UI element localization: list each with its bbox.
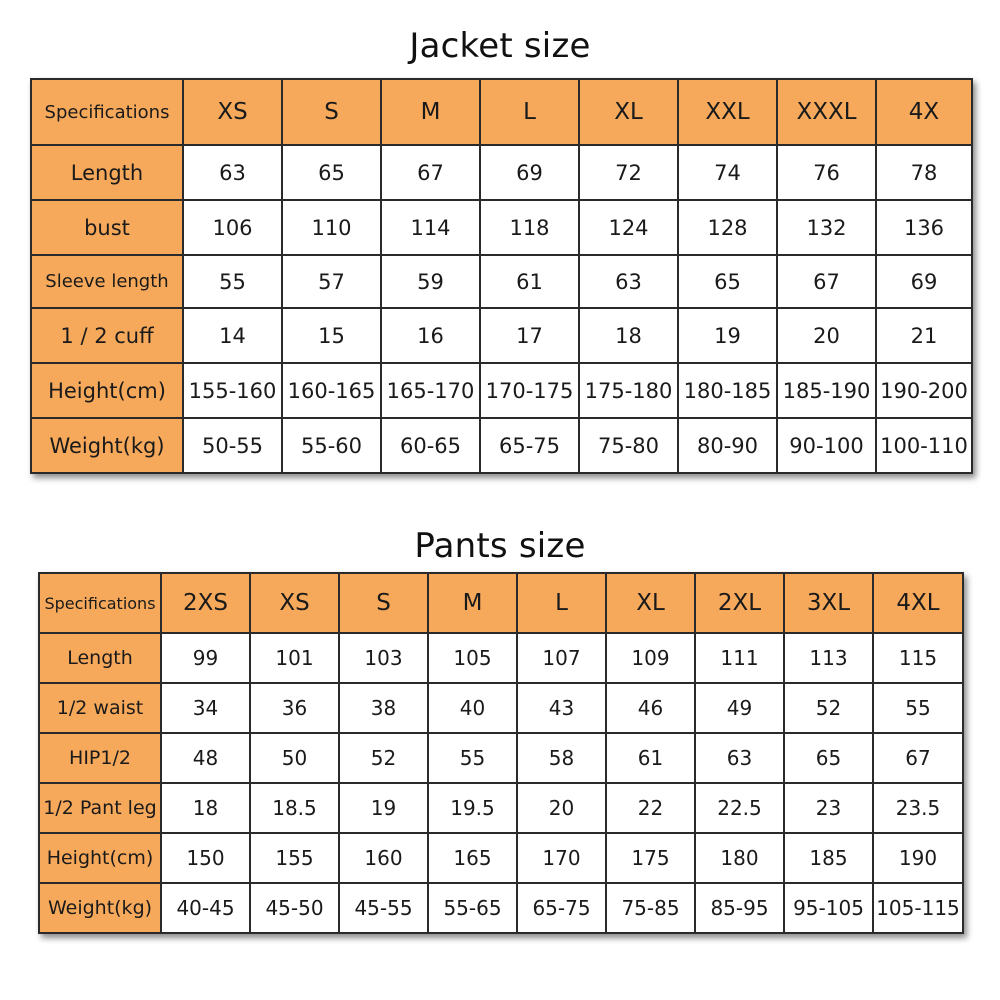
- row-label: Weight(kg): [31, 418, 183, 473]
- table-cell: 19: [678, 308, 777, 363]
- jacket-size-table: [30, 78, 973, 474]
- table-cell: 180: [695, 833, 784, 883]
- row-label: Sleeve length: [31, 255, 183, 308]
- table-cell: 65: [282, 145, 381, 200]
- table-cell: 22.5: [695, 783, 784, 833]
- size-header-cell: L: [480, 79, 579, 145]
- size-header-cell: 2XL: [695, 573, 784, 633]
- table-cell: 15: [282, 308, 381, 363]
- table-cell: 36: [250, 683, 339, 733]
- row-label: Height(cm): [39, 833, 161, 883]
- table-cell: 101: [250, 633, 339, 683]
- table-cell: 55-65: [428, 883, 517, 933]
- row-label: Weight(kg): [39, 883, 161, 933]
- row-label: Height(cm): [31, 363, 183, 418]
- table-cell: 128: [678, 200, 777, 255]
- table-cell: 50-55: [183, 418, 282, 473]
- table-cell: 46: [606, 683, 695, 733]
- table-row: [39, 633, 963, 683]
- table-cell: 52: [339, 733, 428, 783]
- table-cell: 95-105: [784, 883, 873, 933]
- size-header-cell: XXL: [678, 79, 777, 145]
- table-cell: 107: [517, 633, 606, 683]
- table-cell: 59: [381, 255, 480, 308]
- table-cell: 78: [876, 145, 972, 200]
- table-cell: 23.5: [873, 783, 963, 833]
- table-cell: 190-200: [876, 363, 972, 418]
- row-label: 1/2 waist: [39, 683, 161, 733]
- row-label: HIP1/2: [39, 733, 161, 783]
- table-cell: 34: [161, 683, 250, 733]
- table-cell: 52: [784, 683, 873, 733]
- table-cell: 105-115: [873, 883, 963, 933]
- table-cell: 40: [428, 683, 517, 733]
- table-cell: 18.5: [250, 783, 339, 833]
- table-cell: 65-75: [480, 418, 579, 473]
- table-cell: 170: [517, 833, 606, 883]
- table-cell: 160-165: [282, 363, 381, 418]
- table-cell: 175-180: [579, 363, 678, 418]
- table-cell: 150: [161, 833, 250, 883]
- size-header-cell: XL: [579, 79, 678, 145]
- table-cell: 50: [250, 733, 339, 783]
- specifications-header: Specifications: [31, 79, 183, 145]
- size-header-cell: L: [517, 573, 606, 633]
- size-header-cell: S: [282, 79, 381, 145]
- table-cell: 106: [183, 200, 282, 255]
- table-cell: 100-110: [876, 418, 972, 473]
- row-label: 1/2 Pant leg: [39, 783, 161, 833]
- table-cell: 114: [381, 200, 480, 255]
- table-row: [39, 833, 963, 883]
- table-cell: 21: [876, 308, 972, 363]
- table-cell: 69: [480, 145, 579, 200]
- row-label: 1 / 2 cuff: [31, 308, 183, 363]
- table-cell: 63: [183, 145, 282, 200]
- size-header-cell: XS: [250, 573, 339, 633]
- table-row: [31, 418, 972, 473]
- table-cell: 17: [480, 308, 579, 363]
- table-cell: 113: [784, 633, 873, 683]
- table-cell: 80-90: [678, 418, 777, 473]
- table-cell: 19: [339, 783, 428, 833]
- table-cell: 65-75: [517, 883, 606, 933]
- table-cell: 58: [517, 733, 606, 783]
- table-cell: 185: [784, 833, 873, 883]
- table-row: [31, 308, 972, 363]
- table-header-row: [31, 79, 972, 145]
- table-cell: 45-55: [339, 883, 428, 933]
- table-cell: 105: [428, 633, 517, 683]
- pants-size-title: Pants size: [414, 526, 586, 566]
- table-cell: 99: [161, 633, 250, 683]
- table-cell: 160: [339, 833, 428, 883]
- table-cell: 170-175: [480, 363, 579, 418]
- table-row: [39, 733, 963, 783]
- size-header-cell: XL: [606, 573, 695, 633]
- table-cell: 115: [873, 633, 963, 683]
- jacket-size-title: Jacket size: [409, 26, 591, 66]
- table-cell: 23: [784, 783, 873, 833]
- table-cell: 14: [183, 308, 282, 363]
- table-cell: 55: [183, 255, 282, 308]
- table-header-row: [39, 573, 963, 633]
- table-cell: 69: [876, 255, 972, 308]
- table-cell: 38: [339, 683, 428, 733]
- specifications-header: Specifications: [39, 573, 161, 633]
- table-cell: 55-60: [282, 418, 381, 473]
- table-cell: 19.5: [428, 783, 517, 833]
- table-cell: 45-50: [250, 883, 339, 933]
- table-cell: 75-80: [579, 418, 678, 473]
- table-cell: 55: [428, 733, 517, 783]
- pants-size-table: [38, 572, 964, 934]
- table-cell: 75-85: [606, 883, 695, 933]
- table-cell: 61: [480, 255, 579, 308]
- size-header-cell: 3XL: [784, 573, 873, 633]
- table-cell: 124: [579, 200, 678, 255]
- table-cell: 20: [777, 308, 876, 363]
- table-cell: 67: [381, 145, 480, 200]
- table-cell: 165-170: [381, 363, 480, 418]
- table-cell: 132: [777, 200, 876, 255]
- table-cell: 72: [579, 145, 678, 200]
- table-cell: 61: [606, 733, 695, 783]
- table-cell: 57: [282, 255, 381, 308]
- table-cell: 18: [161, 783, 250, 833]
- size-header-cell: 2XS: [161, 573, 250, 633]
- table-cell: 185-190: [777, 363, 876, 418]
- row-label: bust: [31, 200, 183, 255]
- table-cell: 43: [517, 683, 606, 733]
- size-header-cell: XS: [183, 79, 282, 145]
- table-cell: 110: [282, 200, 381, 255]
- table-cell: 90-100: [777, 418, 876, 473]
- table-cell: 180-185: [678, 363, 777, 418]
- table-cell: 103: [339, 633, 428, 683]
- table-cell: 175: [606, 833, 695, 883]
- table-cell: 65: [784, 733, 873, 783]
- table-cell: 74: [678, 145, 777, 200]
- row-label: Length: [31, 145, 183, 200]
- size-header-cell: 4XL: [873, 573, 963, 633]
- table-row: [39, 783, 963, 833]
- table-cell: 22: [606, 783, 695, 833]
- table-cell: 118: [480, 200, 579, 255]
- table-cell: 40-45: [161, 883, 250, 933]
- table-cell: 165: [428, 833, 517, 883]
- table-cell: 63: [695, 733, 784, 783]
- table-cell: 63: [579, 255, 678, 308]
- table-cell: 65: [678, 255, 777, 308]
- table-cell: 48: [161, 733, 250, 783]
- table-cell: 109: [606, 633, 695, 683]
- size-header-cell: XXXL: [777, 79, 876, 145]
- table-cell: 85-95: [695, 883, 784, 933]
- table-row: [39, 683, 963, 733]
- size-header-cell: M: [428, 573, 517, 633]
- table-row: [39, 883, 963, 933]
- table-cell: 18: [579, 308, 678, 363]
- row-label: Length: [39, 633, 161, 683]
- table-cell: 155: [250, 833, 339, 883]
- table-cell: 67: [777, 255, 876, 308]
- size-header-cell: S: [339, 573, 428, 633]
- table-row: [31, 363, 972, 418]
- table-cell: 49: [695, 683, 784, 733]
- table-cell: 76: [777, 145, 876, 200]
- table-cell: 67: [873, 733, 963, 783]
- table-row: [31, 200, 972, 255]
- table-row: [31, 255, 972, 308]
- table-cell: 111: [695, 633, 784, 683]
- table-cell: 155-160: [183, 363, 282, 418]
- size-header-cell: M: [381, 79, 480, 145]
- table-cell: 60-65: [381, 418, 480, 473]
- table-cell: 16: [381, 308, 480, 363]
- table-cell: 136: [876, 200, 972, 255]
- table-cell: 55: [873, 683, 963, 733]
- table-row: [31, 145, 972, 200]
- size-header-cell: 4X: [876, 79, 972, 145]
- table-cell: 190: [873, 833, 963, 883]
- table-cell: 20: [517, 783, 606, 833]
